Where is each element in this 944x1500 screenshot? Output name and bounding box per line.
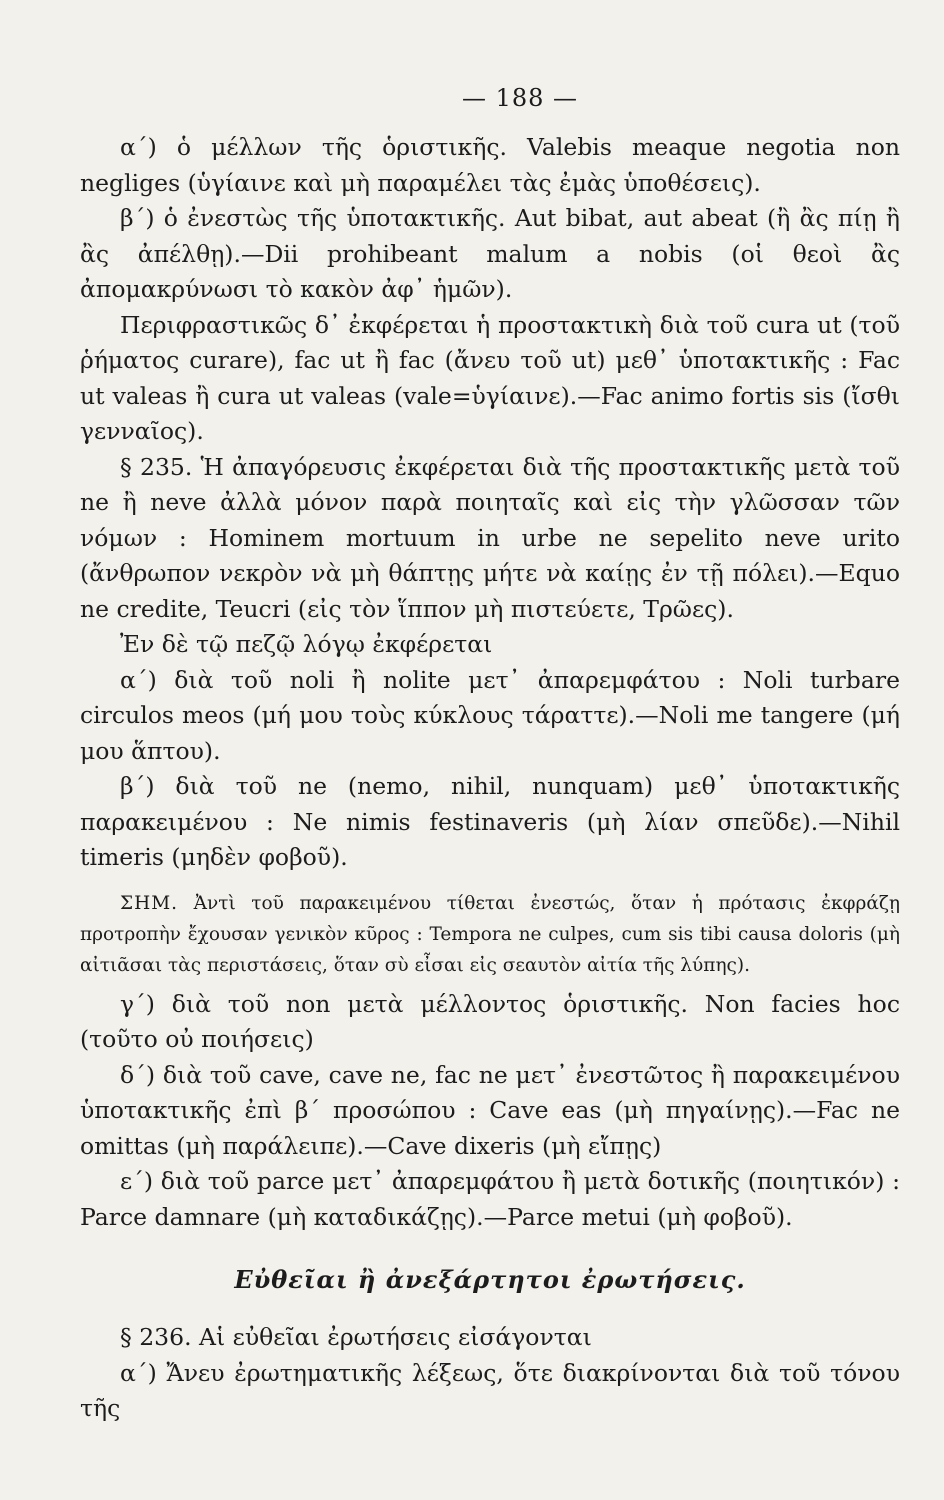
note-label: ΣΗΜ. <box>120 892 179 914</box>
page-number: — 188 — <box>461 84 579 112</box>
note <box>80 888 900 981</box>
paragraph-section-236: § 236. Αἱ εὐθεῖαι ἐρωτήσεις εἰσάγονται <box>120 1323 592 1351</box>
paragraph-future-indicative: α΄) ὁ μέλλων τῆς ὁριστικῆς. Valebis meaque negotia non negliges (ὑγίαινε καὶ μὴ παραμέλει τὰς ἐμὰς ὑποθέσεις). <box>80 133 900 197</box>
paragraph-periphrastic: Περιφραστικῶς δ᾽ ἐκφέρεται ἡ προστακτικὴ διὰ τοῦ cura ut (τοῦ ῥήματος curare), fac ut ἢ fac (ἄνευ τοῦ ut) μεθ᾽ ὑποτακτικῆς : Fac ut valeas ἢ cura ut valeas (vale=ὑγίαινε).—Fac animo fortis sis (ἴσθι γενναῖος). <box>80 310 900 445</box>
section-title: Εὐθεῖαι ἢ ἀνεξάρτητοι ἐρωτήσεις. <box>234 1265 746 1294</box>
paragraph-cave: δ΄) διὰ τοῦ cave, cave ne, fac ne μετ᾽ ἐνεστῶτος ἢ παρακειμένου ὑποτακτικῆς ἐπὶ β΄ προσώπου : Cave eas (μὴ πηγαίνῃς).—Fac ne omittas (μὴ παράλειπε).—Cave dixeris (μὴ εἴπῃς) <box>80 1060 900 1160</box>
document-page <box>80 84 900 1427</box>
paragraph-non-future: γ΄) διὰ τοῦ non μετὰ μέλλοντος ὁριστικῆς. Non facies hoc (τοῦτο οὐ ποιήσεις) <box>80 989 900 1053</box>
paragraph-ne-perfect: β΄) διὰ τοῦ ne (nemo, nihil, nunquam) μεθ᾽ ὑποτακτικῆς παρακειμένου : Ne nimis festinaveris (μὴ λίαν σπεῦδε).—Nihil timeris (μηδὲν φοβοῦ). <box>80 772 900 871</box>
paragraph-section-235: § 235. Ἡ ἀπαγόρευσις ἐκφέρεται διὰ τῆς προστακτικῆς μετὰ τοῦ ne ἢ neve ἀλλὰ μόνον παρὰ ποιηταῖς καὶ εἰς τὴν γλῶσσαν τῶν νόμων : Hominem mortuum in urbe ne sepelito neve urito (ἄνθρωπον νεκρὸν νὰ μὴ θάπτῃς μήτε νὰ καίῃς ἐν τῇ πόλει).—Equo ne credite, Teucri (εἰς τὸν ἵππον μὴ πιστεύετε, Τρῶες). <box>80 452 900 623</box>
paragraph-noli: α΄) διὰ τοῦ noli ἢ nolite μετ᾽ ἀπαρεμφάτου : Noli turbare circulos meos (μή μου τοὺς κύκλους τάραττε).—Noli me tangere (μή μου ἅπτου). <box>80 665 900 765</box>
paragraph-without-interrogative: α΄) Ἄνευ ἐρωτηματικῆς λέξεως, ὅτε διακρίνονται διὰ τοῦ τόνου τῆς <box>80 1358 900 1422</box>
paragraph-prose-intro: Ἐν δὲ τῷ πεζῷ λόγῳ ἐκφέρεται <box>120 630 493 658</box>
note-text: Ἀντὶ τοῦ παρακειμένου τίθεται ἐνεστώς, ὅταν ἡ πρότασις ἐκφράζῃ προτροπὴν ἔχουσαν γενικὸν κῦρος : Tempora ne culpes, cum sis tibi causa doloris (μὴ αἰτιᾶσαι τὰς περιστάσεις, ὅταν σὺ εἶσαι εἰς σεαυτὸν αἰτία τῆς λύπης). <box>80 892 900 976</box>
paragraph-present-subjunctive: β΄) ὁ ἐνεστὼς τῆς ὑποτακτικῆς. Aut bibat, aut abeat (ἢ ἂς πίῃ ἢ ἂς ἀπέλθῃ).—Dii prohibeant malum a nobis (οἱ θεοὶ ἂς ἀπομακρύνωσι τὸ κακὸν ἀφ᾽ ἡμῶν). <box>80 204 900 303</box>
paragraph-parce: ε΄) διὰ τοῦ parce μετ᾽ ἀπαρεμφάτου ἢ μετὰ δοτικῆς (ποιητικόν) : Parce damnare (μὴ καταδικάζῃς).—Parce metui (μὴ φοβοῦ). <box>80 1167 900 1231</box>
